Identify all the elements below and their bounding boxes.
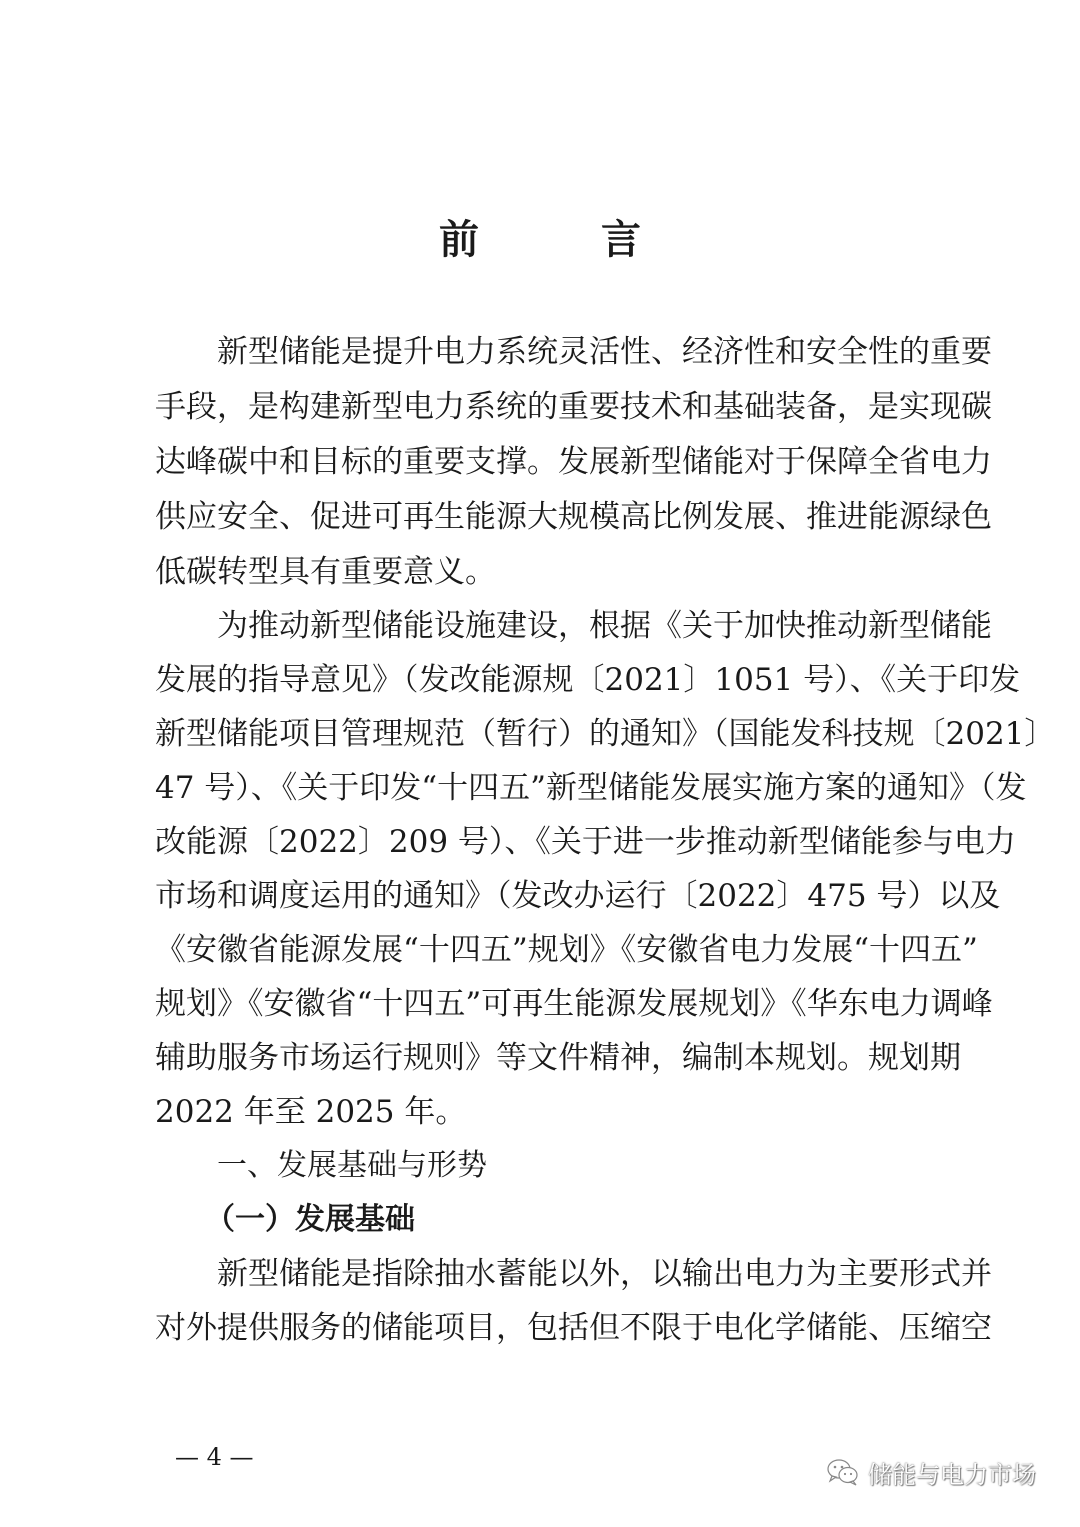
paragraph-line: 对外提供服务的储能项目，包括但不限于电化学储能、压缩空 xyxy=(155,1310,992,1346)
paragraph-line: 新型储能是指除抽水蓄能以外，以输出电力为主要形式并 xyxy=(217,1256,992,1292)
watermark xyxy=(826,1452,1036,1492)
paragraph-line: 《安徽省能源发展“十四五”规划》《安徽省电力发展“十四五” xyxy=(155,932,978,968)
paragraph-line: 低碳转型具有重要意义。 xyxy=(155,554,496,590)
page-number: — 4 — xyxy=(175,1443,254,1471)
subsection-heading: （一）发展基础 xyxy=(205,1202,415,1237)
paragraph-line: 为推动新型储能设施建设，根据《关于加快推动新型储能 xyxy=(217,608,992,644)
watermark-text: 储能与电力市场 xyxy=(868,1460,1036,1489)
paragraph-line: 新型储能是提升电力系统灵活性、经济性和安全性的重要 xyxy=(217,334,992,370)
paragraph-line: 47 号）、《关于印发“十四五”新型储能发展实施方案的通知》（发 xyxy=(155,770,1027,806)
paragraph-line: 辅助服务市场运行规则》等文件精神，编制本规划。规划期 xyxy=(155,1040,961,1076)
paragraph-line: 市场和调度运用的通知》（发改办运行〔2022〕475 号）以及 xyxy=(155,878,1001,914)
paragraph-line: 2022 年至 2025 年。 xyxy=(155,1094,467,1130)
section-heading: 一、发展基础与形势 xyxy=(217,1148,487,1183)
paragraph-line: 规划》《安徽省“十四五”可再生能源发展规划》《华东电力调峰 xyxy=(155,986,993,1022)
paragraph-line: 改能源〔2022〕209 号）、《关于进一步推动新型储能参与电力 xyxy=(155,824,1016,860)
paragraph-line: 达峰碳中和目标的重要支撑。发展新型储能对于保障全省电力 xyxy=(155,444,992,480)
paragraph-line: 新型储能项目管理规范（暂行）的通知》（国能发科技规〔2021〕 xyxy=(155,716,1056,752)
paragraph-line: 供应安全、促进可再生能源大规模高比例发展、推进能源绿色 xyxy=(155,499,992,535)
paragraph-line: 发展的指导意见》（发改能源规〔2021〕1051 号）、《关于印发 xyxy=(155,662,1021,698)
wechat-icon xyxy=(826,1457,860,1487)
page-title: 前 言 xyxy=(439,216,695,263)
paragraph-line: 手段，是构建新型电力系统的重要技术和基础装备，是实现碳 xyxy=(155,389,992,425)
